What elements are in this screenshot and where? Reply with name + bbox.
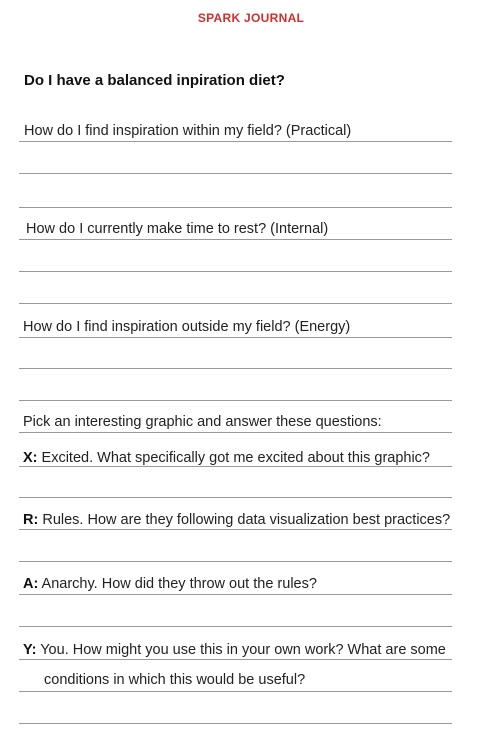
answer-line[interactable] <box>19 303 452 304</box>
xray-r-letter: R: <box>23 512 39 528</box>
xray-y-question <box>23 641 446 659</box>
journal-brand-title: SPARK JOURNAL <box>197 11 305 25</box>
answer-line[interactable] <box>19 337 452 338</box>
answer-line[interactable] <box>19 529 452 530</box>
answer-line[interactable] <box>19 432 452 433</box>
answer-line[interactable] <box>19 239 452 240</box>
answer-line[interactable] <box>19 723 452 724</box>
xray-y-text: You. How might you use this in your own work? What are some <box>40 642 446 658</box>
question-practical: How do I find inspiration within my field? (Practical) <box>24 123 352 139</box>
answer-line[interactable] <box>19 594 452 595</box>
answer-line[interactable] <box>19 497 452 498</box>
answer-line[interactable] <box>19 207 452 208</box>
xray-x-text: Excited. What specifically got me excited about this graphic? <box>41 450 431 466</box>
xray-y-text-continued: conditions in which this would be useful? <box>44 672 306 688</box>
question-internal: How do I currently make time to rest? (Internal) <box>26 221 329 237</box>
answer-line[interactable] <box>19 271 452 272</box>
xray-r-text: Rules. How are they following data visualization best practices? <box>42 512 451 528</box>
question-energy: How do I find inspiration outside my field? (Energy) <box>23 319 351 335</box>
answer-line[interactable] <box>19 400 452 401</box>
xray-a-letter: A: <box>23 576 39 592</box>
answer-line[interactable] <box>19 368 452 369</box>
xray-y-letter: Y: <box>23 642 37 658</box>
page-title: Do I have a balanced inpiration diet? <box>24 72 285 89</box>
xray-r-question <box>23 511 450 529</box>
xray-x-letter: X: <box>23 450 38 466</box>
answer-line[interactable] <box>19 466 452 467</box>
answer-line[interactable] <box>19 659 452 660</box>
answer-line[interactable] <box>19 691 452 692</box>
answer-line[interactable] <box>19 141 452 142</box>
answer-line[interactable] <box>19 626 452 627</box>
xray-a-question <box>23 575 317 593</box>
xray-a-text: Anarchy. How did they throw out the rules? <box>41 576 317 592</box>
xray-x-question <box>23 449 430 467</box>
question-graphic-prompt: Pick an interesting graphic and answer these questions: <box>23 414 382 430</box>
answer-line[interactable] <box>19 561 452 562</box>
answer-line[interactable] <box>19 173 452 174</box>
